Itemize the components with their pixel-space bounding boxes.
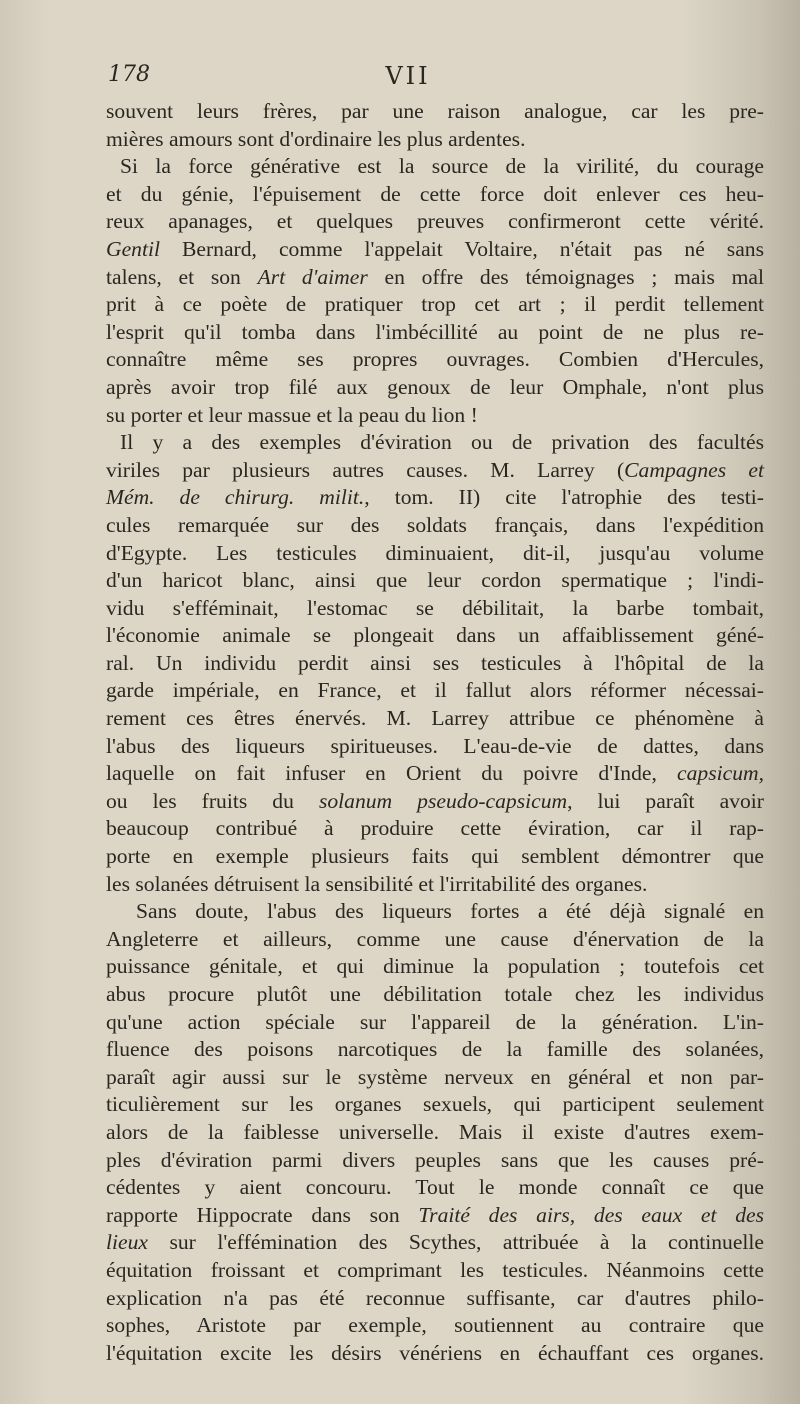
text-line: talens, et son Art d'aimer en offre des témoignages ; mais mal bbox=[106, 264, 764, 289]
text-line: connaître même ses propres ouvrages. Combien d'Hercules, bbox=[106, 347, 764, 372]
running-head: VII bbox=[385, 62, 431, 90]
text-line: ou les fruits du solanum pseudo-capsicum, lui paraît avoir bbox=[106, 788, 764, 813]
text-line: rement ces êtres énervés. M. Larrey attribue ce phénomène à bbox=[106, 706, 764, 731]
text-line: laquelle on fait infuser en Orient du poivre d'Inde, capsicum, bbox=[106, 761, 764, 786]
text-line: d'Egypte. Les testicules diminuaient, dit-il, jusqu'au volume bbox=[106, 540, 764, 565]
text-line: Mém. de chirurg. milit., tom. II) cite l'atrophie des testi- bbox=[106, 485, 764, 510]
page-header bbox=[108, 62, 708, 92]
page-number: 178 bbox=[108, 62, 150, 87]
text-line: beaucoup contribué à produire cette éviration, car il rap- bbox=[106, 816, 764, 841]
text-line: abus procure plutôt une débilitation totale chez les individus bbox=[106, 982, 764, 1006]
paragraph-start-line: Si la force générative est la source de la virilité, du courage bbox=[120, 154, 764, 179]
text-line: explication n'a pas été reconnue suffisante, car d'autres philo- bbox=[106, 1285, 764, 1310]
text-line: paraît agir aussi sur le système nerveux en général et non par- bbox=[106, 1064, 764, 1089]
text-line: les solanées détruisent la sensibilité et l'irritabilité des organes. bbox=[106, 871, 648, 896]
text-line: vidu s'efféminait, l'estomac se débilitait, la barbe tombait, bbox=[106, 595, 764, 620]
text-line: garde impériale, en France, et il fallut alors réformer nécessai- bbox=[106, 678, 764, 703]
text-line: lieux sur l'effémination des Scythes, attribuée à la continuelle bbox=[106, 1230, 764, 1255]
text-line: su porter et leur massue et la peau du lion ! bbox=[106, 402, 478, 427]
paragraph-start-line: Sans doute, l'abus des liqueurs fortes a été déjà signalé en bbox=[136, 899, 764, 924]
text-line: viriles par plusieurs autres causes. M. Larrey (Campagnes et bbox=[106, 457, 764, 482]
text-line: rapporte Hippocrate dans son Traité des airs, des eaux et des bbox=[106, 1202, 764, 1227]
text-line: qu'une action spéciale sur l'appareil de la génération. L'in- bbox=[106, 1009, 764, 1034]
text-line: sophes, Aristote par exemple, soutiennent au contraire que bbox=[106, 1313, 764, 1338]
text-line: équitation froissant et comprimant les testicules. Néanmoins cette bbox=[106, 1257, 764, 1282]
text-line: ral. Un individu perdit ainsi ses testicules à l'hôpital de la bbox=[106, 650, 764, 675]
text-line: cédentes y aient concouru. Tout le monde connaît ce que bbox=[106, 1175, 764, 1200]
text-line: l'équitation excite les désirs vénériens en échauffant ces organes. bbox=[106, 1340, 764, 1365]
text-line: cules remarquée sur des soldats français, dans l'expédition bbox=[106, 512, 764, 537]
text-line: souvent leurs frères, par une raison analogue, car les pre- bbox=[106, 99, 764, 123]
text-line: reux apanages, et quelques preuves confirmeront cette vérité. bbox=[106, 209, 764, 234]
text-line: ples d'éviration parmi divers peuples sans que les causes pré- bbox=[106, 1147, 764, 1172]
text-line: porte en exemple plusieurs faits qui semblent démontrer que bbox=[106, 844, 764, 869]
text-line: Gentil Bernard, comme l'appelait Voltaire, n'était pas né sans bbox=[106, 236, 764, 261]
text-line: ticulièrement sur les organes sexuels, qui participent seulement bbox=[106, 1092, 764, 1117]
text-line: prit à ce poète de pratiquer trop cet art ; il perdit tellement bbox=[106, 292, 764, 317]
text-line: d'un haricot blanc, ainsi que leur cordon spermatique ; l'indi- bbox=[106, 568, 764, 593]
text-line: l'abus des liqueurs spiritueuses. L'eau-de-vie de dattes, dans bbox=[106, 733, 764, 758]
body-text bbox=[106, 98, 764, 1367]
text-line: mières amours sont d'ordinaire les plus ardentes. bbox=[106, 126, 526, 151]
text-line: et du génie, l'épuisement de cette force doit enlever ces heu- bbox=[106, 181, 764, 206]
text-line: puissance génitale, et qui diminue la population ; toutefois cet bbox=[106, 954, 764, 979]
text-line: alors de la faiblesse universelle. Mais il existe d'autres exem- bbox=[106, 1119, 764, 1144]
text-line: après avoir trop filé aux genoux de leur Omphale, n'ont plus bbox=[106, 374, 764, 399]
text-line: l'économie animale se plongeait dans un affaiblissement géné- bbox=[106, 623, 764, 648]
text-line: l'esprit qu'il tomba dans l'imbécillité au point de ne plus re- bbox=[106, 319, 764, 344]
text-line: Angleterre et ailleurs, comme une cause d'énervation de la bbox=[106, 926, 764, 951]
text-line: fluence des poisons narcotiques de la famille des solanées, bbox=[106, 1037, 764, 1062]
paragraph-start-line: Il y a des exemples d'éviration ou de privation des facultés bbox=[120, 430, 764, 455]
